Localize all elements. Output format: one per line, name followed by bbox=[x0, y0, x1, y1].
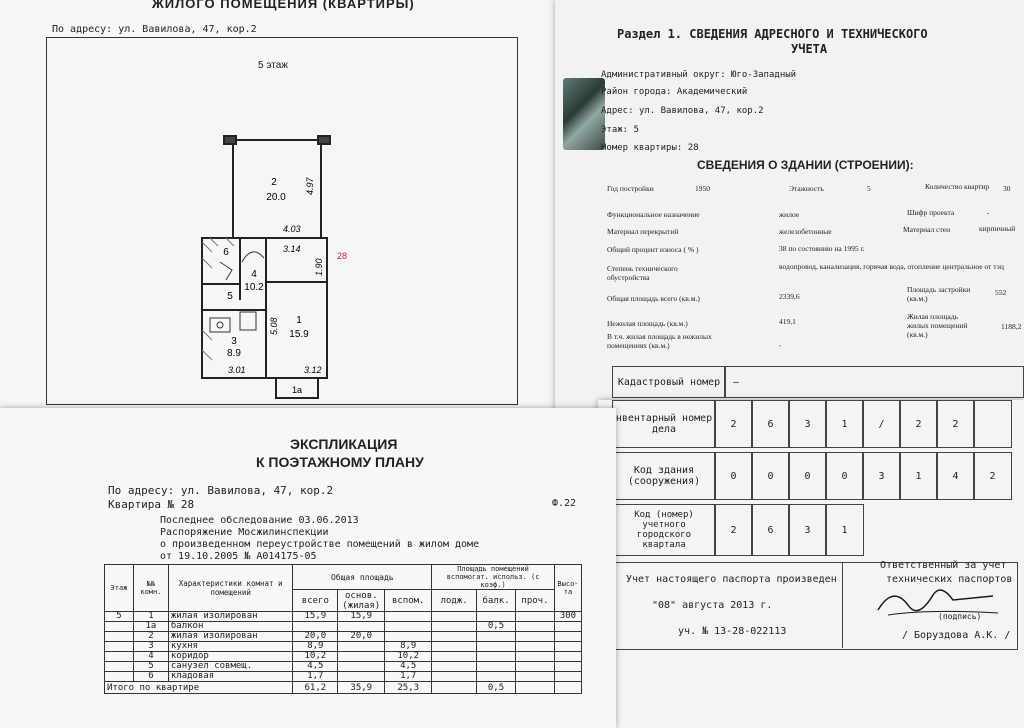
explication-rows bbox=[105, 612, 582, 682]
room-6-num: 6 bbox=[223, 247, 229, 258]
dim-3-14: 3.14 bbox=[283, 244, 301, 254]
cell-lodg bbox=[432, 612, 477, 622]
room-1a-num: 1а bbox=[291, 385, 303, 395]
floor-plan-sheet bbox=[0, 0, 560, 412]
cell-all: 20,0 bbox=[293, 632, 338, 642]
expl-title-2: К ПОЭТАЖНОМУ ПЛАНУ bbox=[256, 454, 424, 470]
cell-vspom bbox=[385, 632, 432, 642]
table-row bbox=[105, 652, 582, 662]
cell-all: 4,5 bbox=[293, 662, 338, 672]
quarter-code-cell-0: 2 bbox=[714, 504, 753, 556]
cell-main bbox=[338, 672, 385, 682]
inventory-cell-6: 2 bbox=[936, 400, 975, 448]
cell-vspom: 1,7 bbox=[385, 672, 432, 682]
floor-plan-drawing bbox=[0, 0, 560, 412]
cell-floor bbox=[105, 642, 134, 652]
cell-num: 4 bbox=[133, 652, 168, 662]
signature-hint: (подпись) bbox=[938, 612, 982, 621]
col-all: всего bbox=[293, 590, 338, 612]
wall-stub-left bbox=[224, 136, 236, 144]
cell-num: 5 bbox=[133, 662, 168, 672]
inventory-cell-1: 6 bbox=[751, 400, 790, 448]
cell-lodg bbox=[432, 632, 477, 642]
explication-sheet bbox=[0, 408, 616, 728]
expl-survey: Последнее обследование 03.06.2013 bbox=[160, 515, 359, 526]
cell-name: санузел совмещ. bbox=[168, 662, 293, 672]
signature-icon bbox=[868, 580, 1018, 630]
cell-num: 1а bbox=[133, 622, 168, 632]
flat-row: Номер квартиры: 28 bbox=[601, 143, 699, 153]
bath-icon bbox=[240, 312, 256, 330]
cell-name: балкон bbox=[168, 622, 293, 632]
wall-stub-right bbox=[318, 136, 330, 144]
room-4-area: 10.2 bbox=[244, 282, 264, 293]
cell-all: 1,7 bbox=[293, 672, 338, 682]
cell-balk: 0,5 bbox=[477, 622, 516, 632]
cell-vspom bbox=[385, 622, 432, 632]
okrug-row: Административный округ: Юго-Западный bbox=[601, 70, 797, 80]
col-aux: Площадь помещений вспомогат. использ. (с коэф.) bbox=[432, 565, 555, 590]
hologram-sticker-icon bbox=[563, 78, 605, 150]
cell-balk bbox=[477, 632, 516, 642]
cell-main bbox=[338, 652, 385, 662]
cell-proch bbox=[516, 632, 555, 642]
cell-proch bbox=[516, 612, 555, 622]
inventory-label: нвентарный номер дела bbox=[612, 400, 716, 448]
table-row bbox=[105, 632, 582, 642]
info-title-1: Раздел 1. СВЕДЕНИЯ АДРЕСНОГО И ТЕХНИЧЕСКОГО bbox=[617, 27, 928, 41]
cell-lodg bbox=[432, 652, 477, 662]
table-row bbox=[105, 622, 582, 632]
expl-address: По адресу: ул. Вавилова, 47, кор.2 bbox=[108, 484, 334, 497]
col-char: Характеристики комнат и помещений bbox=[168, 565, 293, 612]
cell-height bbox=[554, 632, 581, 642]
expl-flat: Квартира № 28 bbox=[108, 498, 195, 511]
stair-icon bbox=[220, 262, 232, 280]
cell-num: 2 bbox=[133, 632, 168, 642]
record-number: уч. № 13-28-022113 bbox=[678, 626, 787, 637]
col-total-area: Общая площадь bbox=[293, 565, 432, 590]
room-2-num: 2 bbox=[271, 177, 277, 188]
plan-title: ЖИЛОГО ПОМЕЩЕНИЯ (КВАРТИРЫ) bbox=[152, 0, 415, 11]
col-num: №№ комн. bbox=[133, 565, 168, 612]
codes-stamp-sheet bbox=[598, 376, 1024, 728]
responsible-name: / Боруздова А.К. / bbox=[902, 630, 1011, 641]
cell-height bbox=[554, 672, 581, 682]
door-arc-icon bbox=[242, 252, 264, 262]
building-code-cell-3: 0 bbox=[825, 452, 864, 500]
table-row bbox=[105, 642, 582, 652]
cell-name: кухня bbox=[168, 642, 293, 652]
room-4-num: 4 bbox=[251, 269, 257, 280]
cell-floor bbox=[105, 662, 134, 672]
col-height: Высо- та bbox=[554, 565, 581, 612]
dim-4-97: 4.97 bbox=[305, 177, 315, 195]
inventory-cell-0: 2 bbox=[714, 400, 753, 448]
cell-height: 300 bbox=[554, 612, 581, 622]
expl-order-2: о произведенном переустройстве помещений в жилом доме bbox=[160, 539, 480, 550]
building-code-label: Код здания (сооружения) bbox=[612, 452, 716, 500]
cell-all: 15,9 bbox=[293, 612, 338, 622]
cell-lodg bbox=[432, 662, 477, 672]
floor-label: 5 этаж bbox=[258, 60, 288, 71]
expl-order-1: Распоряжение Мосжилинспекции bbox=[160, 527, 329, 538]
cell-main bbox=[338, 622, 385, 632]
cell-all: 8,9 bbox=[293, 642, 338, 652]
cell-main: 15,9 bbox=[338, 612, 385, 622]
cell-vspom: 8,9 bbox=[385, 642, 432, 652]
building-code-cell-6: 4 bbox=[936, 452, 975, 500]
cell-lodg bbox=[432, 642, 477, 652]
building-code-cell-2: 0 bbox=[788, 452, 827, 500]
room-5-num: 5 bbox=[227, 291, 233, 302]
col-main: основ. (жилая) bbox=[338, 590, 385, 612]
expl-form: Ф.22 bbox=[552, 498, 577, 509]
cell-name: коридор bbox=[168, 652, 293, 662]
cell-height bbox=[554, 662, 581, 672]
inventory-cell-5: 2 bbox=[899, 400, 938, 448]
room-3-area: 8.9 bbox=[227, 348, 241, 359]
cell-vspom bbox=[385, 612, 432, 622]
dim-3-12: 3.12 bbox=[304, 365, 322, 375]
info-title-2: УЧЕТА bbox=[791, 42, 828, 56]
cell-lodg bbox=[432, 672, 477, 682]
building-code-cell-0: 0 bbox=[714, 452, 753, 500]
cell-floor bbox=[105, 672, 134, 682]
responsible-title-2: технических паспортов bbox=[886, 574, 1013, 585]
building-code-cell-7: 2 bbox=[973, 452, 1012, 500]
sink-icon bbox=[210, 318, 230, 332]
table-row bbox=[105, 612, 582, 622]
cell-balk bbox=[477, 612, 516, 622]
cell-name: жилая изолирован bbox=[168, 612, 293, 622]
lower-block-outline bbox=[202, 238, 327, 378]
dim-4-03: 4.03 bbox=[283, 224, 301, 234]
room-3-num: 3 bbox=[231, 336, 237, 347]
cell-name: жилая изолирован bbox=[168, 632, 293, 642]
room-2-area: 20.0 bbox=[266, 192, 286, 203]
cell-proch bbox=[516, 622, 555, 632]
building-title: СВЕДЕНИЯ О ЗДАНИИ (СТРОЕНИИ): bbox=[697, 158, 914, 172]
col-proch: проч. bbox=[516, 590, 555, 612]
cell-num: 1 bbox=[133, 612, 168, 622]
cell-balk bbox=[477, 662, 516, 672]
explication-table bbox=[104, 564, 582, 694]
cell-all bbox=[293, 622, 338, 632]
cell-num: 3 bbox=[133, 642, 168, 652]
cell-floor bbox=[105, 652, 134, 662]
cell-main bbox=[338, 642, 385, 652]
room-1-area: 15.9 bbox=[289, 329, 309, 340]
building-code-cell-1: 0 bbox=[751, 452, 790, 500]
building-code-cell-5: 1 bbox=[899, 452, 938, 500]
address-row: Адрес: ул. Вавилова, 47, кор.2 bbox=[601, 106, 764, 116]
col-lodg: лодж. bbox=[432, 590, 477, 612]
quarter-code-label: Код (номер) учетного городского квартала bbox=[612, 504, 716, 556]
col-vspom: вспом. bbox=[385, 590, 432, 612]
totals-row: Итого по квартире 61,2 35,9 25,3 0,5 bbox=[105, 682, 582, 694]
inventory-cell-7 bbox=[973, 400, 1012, 448]
cell-main: 20,0 bbox=[338, 632, 385, 642]
building-code-cell-4: 3 bbox=[862, 452, 901, 500]
responsible-title-1: Ответственный за учет bbox=[880, 560, 1007, 571]
cell-floor bbox=[105, 622, 134, 632]
expl-order-3: от 19.10.2005 № А014175-05 bbox=[160, 551, 317, 562]
room-1-num: 1 bbox=[296, 315, 302, 326]
cell-proch bbox=[516, 642, 555, 652]
cell-height bbox=[554, 642, 581, 652]
plan-address: По адресу: ул. Вавилова, 47, кор.2 bbox=[52, 24, 257, 35]
cell-main bbox=[338, 662, 385, 672]
cell-balk bbox=[477, 642, 516, 652]
record-date: "08" августа 2013 г. bbox=[652, 600, 773, 611]
cell-proch bbox=[516, 652, 555, 662]
cell-proch bbox=[516, 662, 555, 672]
cell-height bbox=[554, 622, 581, 632]
cell-name: кладовая bbox=[168, 672, 293, 682]
table-row bbox=[105, 672, 582, 682]
quarter-code-cell-1: 6 bbox=[751, 504, 790, 556]
cell-height bbox=[554, 652, 581, 662]
table-row bbox=[105, 662, 582, 672]
expl-title-1: ЭКСПЛИКАЦИЯ bbox=[290, 436, 398, 452]
sink-drain-icon bbox=[217, 322, 223, 328]
record-title: Учет настоящего паспорта произведен bbox=[626, 574, 837, 585]
cell-balk bbox=[477, 672, 516, 682]
address-info-sheet: Раздел 1. СВЕДЕНИЯ АДРЕСНОГО И ТЕХНИЧЕСКОГО УЧЕТА Административный округ: Юго-Западный Район города: Академический Адрес: ул. Вавилова, 47, кор.2 Этаж: 5 Номер квартиры: 28 СВЕДЕНИЯ О ЗДАНИИ (СТРОЕНИИ): Год постройки 1950 Этажность 5 Количество квартир 30 Функциональное назначение жилое Шифр проекта - Материал перекрытий железобетонные Материал стен кирпичный Общий процент износа ( % ) 38 по состоянию на 1995 г. Степень технического обустройства водопровод, канализация, горячая вода, отопление центральное от тэц Общая площадь всего (кв.м.) 2339,6 Площадь застройки (кв.м.) 552 Нежилая площадь (кв.м.) 419,1 Жилая площадь жилых помещений (кв.м.) 1188,2 В т.ч. жилая площадь в нежилых помещениях (кв.м.) , bbox=[555, 0, 1024, 560]
col-balk: балк. bbox=[477, 590, 516, 612]
cell-all: 10,2 bbox=[293, 652, 338, 662]
cell-num: 6 bbox=[133, 672, 168, 682]
dim-1-90: 1.90 bbox=[314, 258, 324, 276]
cell-balk bbox=[477, 652, 516, 662]
cell-vspom: 10,2 bbox=[385, 652, 432, 662]
quarter-code-cell-2: 3 bbox=[788, 504, 827, 556]
dim-3-01: 3.01 bbox=[228, 365, 246, 375]
floor-row: Этаж: 5 bbox=[601, 125, 639, 135]
dim-5-08: 5.08 bbox=[269, 317, 279, 335]
cell-floor bbox=[105, 632, 134, 642]
inventory-cell-2: 3 bbox=[788, 400, 827, 448]
rayon-row: Район города: Академический bbox=[601, 87, 748, 97]
inventory-cell-3: 1 bbox=[825, 400, 864, 448]
flat-marker: 28 bbox=[337, 251, 348, 261]
col-floor: Этаж bbox=[105, 565, 134, 612]
cell-proch bbox=[516, 672, 555, 682]
cell-floor: 5 bbox=[105, 612, 134, 622]
cadastral-label: Кадастровый номер bbox=[612, 366, 726, 398]
cadastral-value: – bbox=[724, 366, 1024, 398]
cell-vspom: 4,5 bbox=[385, 662, 432, 672]
cell-lodg bbox=[432, 622, 477, 632]
inventory-cell-4: / bbox=[862, 400, 901, 448]
quarter-code-cell-3: 1 bbox=[825, 504, 864, 556]
